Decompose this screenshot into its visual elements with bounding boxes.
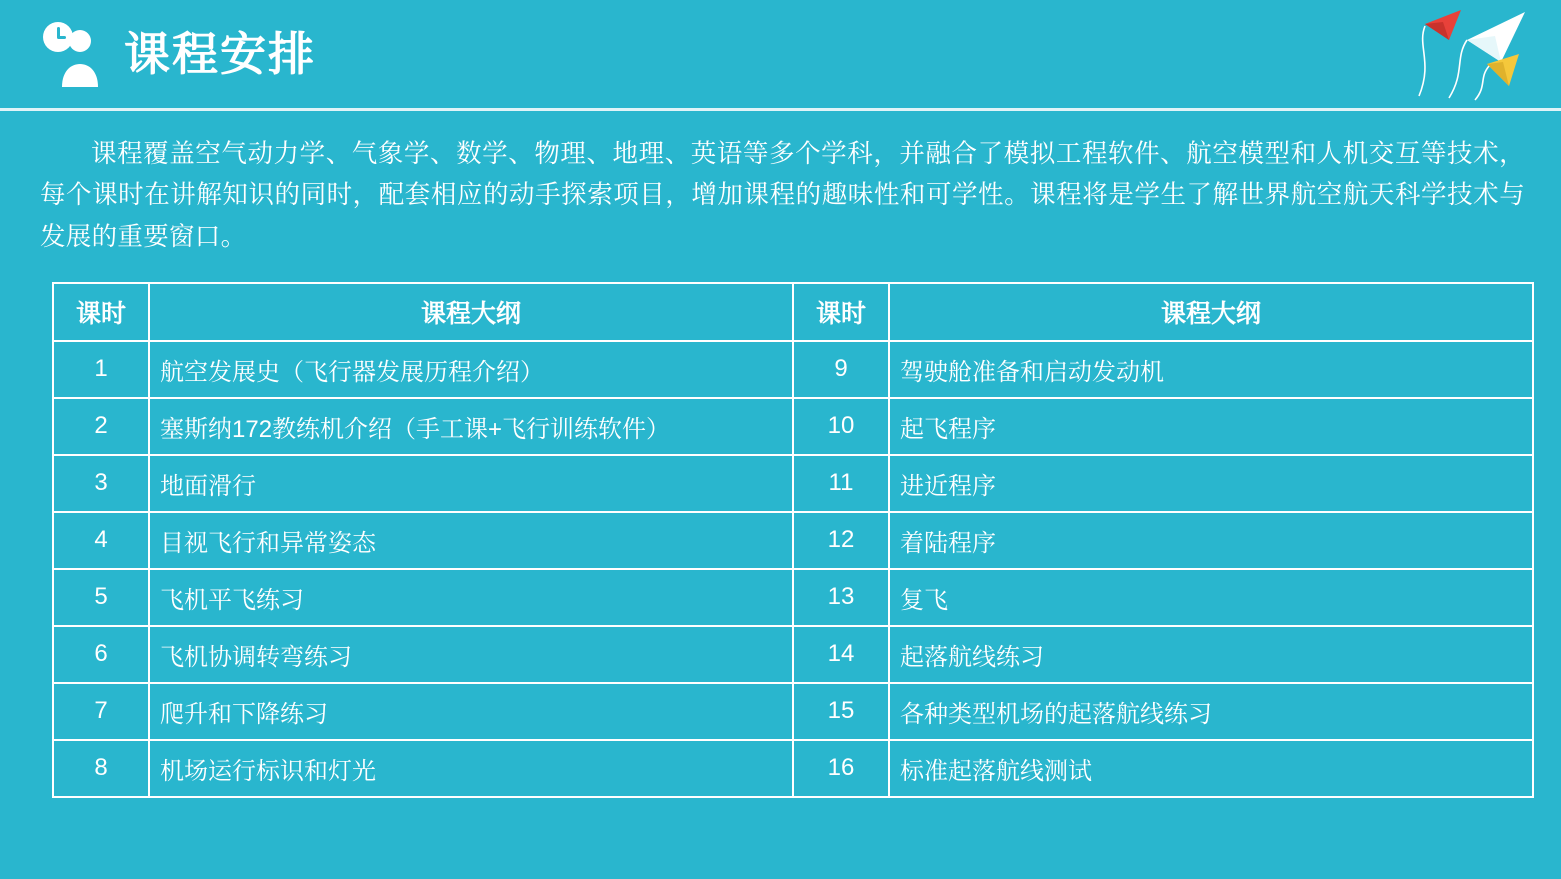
lesson-number: 11: [793, 455, 889, 512]
lesson-topic: 航空发展史（飞行器发展历程介绍）: [149, 341, 793, 398]
header-divider: [0, 108, 1561, 111]
lesson-number: 14: [793, 626, 889, 683]
clock-person-icon: [32, 17, 106, 91]
lesson-number: 15: [793, 683, 889, 740]
lesson-number: 6: [53, 626, 149, 683]
schedule-table-wrapper: [52, 282, 1533, 798]
lesson-number: 3: [53, 455, 149, 512]
header-outline-right: 课程大纲: [889, 283, 1533, 341]
intro-paragraph: 课程覆盖空气动力学、气象学、数学、物理、地理、英语等多个学科，并融合了模拟工程软件、航空模型和人机交互等技术，每个课时在讲解知识的同时，配套相应的动手探索项目，增加课程的趣味性和可学性。课程将是学生了解世界航空航天科学技术与发展的重要窗口。: [40, 140, 1525, 251]
lesson-topic: 塞斯纳172教练机介绍（手工课+飞行训练软件）: [149, 398, 793, 455]
table-header-row: [53, 283, 1533, 341]
page-title: 课程安排: [124, 28, 316, 80]
lesson-topic: 复飞: [889, 569, 1533, 626]
lesson-topic: 爬升和下降练习: [149, 683, 793, 740]
lesson-number: 12: [793, 512, 889, 569]
lesson-number: 7: [53, 683, 149, 740]
lesson-topic: 驾驶舱准备和启动发动机: [889, 341, 1533, 398]
kites-illustration: [1403, 6, 1533, 102]
lesson-topic: 地面滑行: [149, 455, 793, 512]
table-row: [53, 626, 1533, 683]
lesson-number: 1: [53, 341, 149, 398]
lesson-topic: 进近程序: [889, 455, 1533, 512]
header-lesson-left: 课时: [53, 283, 149, 341]
table-row: [53, 740, 1533, 797]
header-lesson-right: 课时: [793, 283, 889, 341]
lesson-number: 10: [793, 398, 889, 455]
table-row: [53, 455, 1533, 512]
lesson-number: 8: [53, 740, 149, 797]
lesson-topic: 着陆程序: [889, 512, 1533, 569]
header: [0, 0, 1561, 108]
lesson-topic: 起落航线练习: [889, 626, 1533, 683]
lesson-number: 4: [53, 512, 149, 569]
lesson-topic: 飞机协调转弯练习: [149, 626, 793, 683]
lesson-topic: 目视飞行和异常姿态: [149, 512, 793, 569]
course-schedule-table: [52, 282, 1534, 798]
table-row: [53, 341, 1533, 398]
lesson-topic: 各种类型机场的起落航线练习: [889, 683, 1533, 740]
lesson-topic: 机场运行标识和灯光: [149, 740, 793, 797]
lesson-number: 5: [53, 569, 149, 626]
header-outline-left: 课程大纲: [149, 283, 793, 341]
lesson-topic: 飞机平飞练习: [149, 569, 793, 626]
table-row: [53, 569, 1533, 626]
lesson-number: 9: [793, 341, 889, 398]
table-row: [53, 512, 1533, 569]
lesson-number: 16: [793, 740, 889, 797]
lesson-number: 13: [793, 569, 889, 626]
lesson-number: 2: [53, 398, 149, 455]
table-row: [53, 398, 1533, 455]
lesson-topic: 标准起落航线测试: [889, 740, 1533, 797]
table-row: [53, 683, 1533, 740]
lesson-topic: 起飞程序: [889, 398, 1533, 455]
